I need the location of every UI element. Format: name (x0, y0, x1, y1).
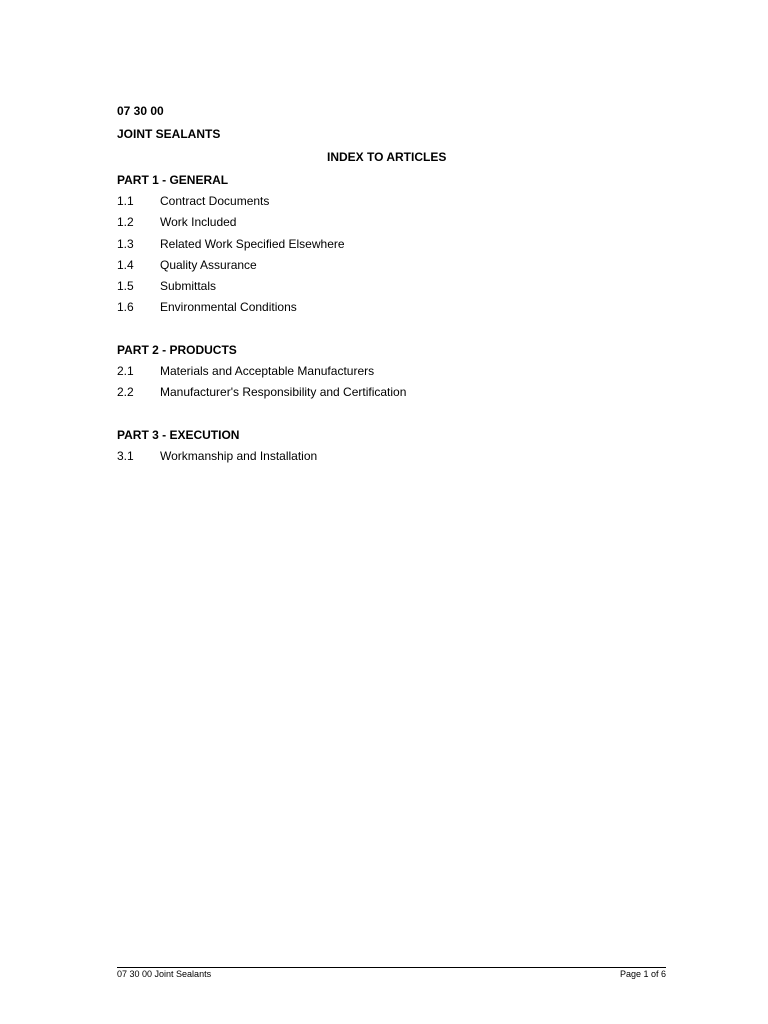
article-number: 2.2 (117, 385, 134, 400)
article-item (117, 363, 406, 384)
article-item (117, 193, 345, 214)
article-item (117, 236, 345, 257)
article-number: 3.1 (117, 449, 134, 463)
article-item (117, 384, 406, 405)
article-title: Manufacturer's Responsibility and Certification (160, 385, 407, 400)
article-number: 1.6 (117, 300, 134, 315)
part-3-execution (117, 427, 317, 469)
article-title: Workmanship and Installation (160, 449, 318, 463)
article-item (117, 299, 345, 320)
article-number: 1.3 (117, 236, 134, 251)
index-title: INDEX TO ARTICLES (327, 150, 447, 164)
article-number: 1.2 (117, 215, 134, 230)
article-item (117, 214, 345, 235)
article-item (117, 448, 317, 469)
article-title: Materials and Acceptable Manufacturers (160, 364, 375, 378)
footer-section-label: 07 30 00 Joint Sealants (117, 969, 212, 979)
footer-divider (117, 967, 666, 968)
section-number: 07 30 00 (117, 104, 164, 118)
article-item (117, 278, 345, 299)
article-number: 1.5 (117, 279, 134, 294)
section-title: JOINT SEALANTS (117, 127, 221, 141)
article-title: Related Work Specified Elsewhere (160, 236, 345, 251)
article-title: Work Included (160, 215, 237, 230)
article-number: 2.1 (117, 364, 134, 378)
article-title: Quality Assurance (160, 257, 257, 272)
article-title: Submittals (160, 279, 217, 294)
article-item (117, 257, 345, 278)
footer-page-number: Page 1 of 6 (619, 969, 666, 979)
article-number: 1.1 (117, 194, 134, 208)
part-2-products (117, 342, 406, 406)
part-1-general (117, 172, 345, 321)
article-number: 1.4 (117, 257, 134, 272)
article-title: Environmental Conditions (160, 300, 297, 315)
part-heading: PART 1 - GENERAL (117, 173, 229, 187)
part-heading: PART 3 - EXECUTION (117, 428, 240, 442)
part-heading: PART 2 - PRODUCTS (117, 343, 237, 357)
article-title: Contract Documents (160, 194, 270, 208)
